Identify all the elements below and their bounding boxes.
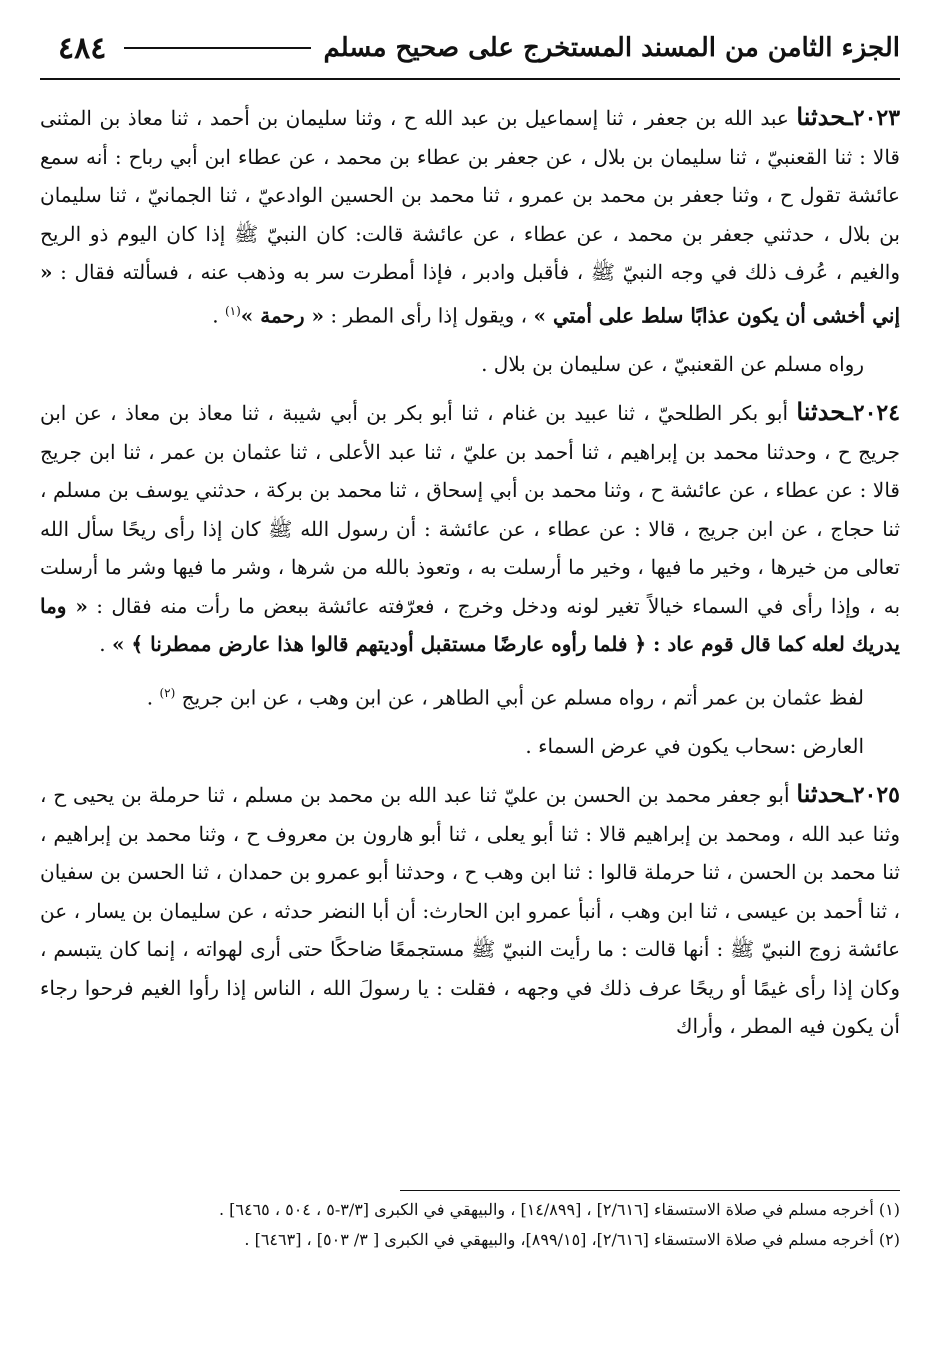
hadith-2023-note: رواه مسلم عن القعنبيّ ، عن سليمان بن بلال . [481,351,864,376]
hadith-text: عبد الله بن جعفر ، ثنا إسماعيل بن عبد الله ح ، وثنا سليمان بن أحمد ، ثنا معاذ بن المثنى قالا : ثنا القعنبيّ ، ثنا سليمان بن بلال ، عن جعفر بن عطاء بن محمد ، عن عطاء ابن أبي رباح : أنه سمع عائشة تقول ح ، وثنا جعفر بن محمد بن عمرو ، ثنا محمد بن الحسين الوادعيّ ، ثنا الجمانيّ ، ثنا سليمان بن بلال ، حدثني جعفر بن محمد ، عن عطاء ، عن عائشة قالت: كان النبيّ ﷺ إذا كان اليوم ذو الريح والغيم ، عُرف ذلك في وجه النبيّ ﷺ ، فأقبل وادبر ، فإذا أمطرت سر به وذهب عنه ، فسألته فقال : [40,106,900,284]
footnote-1: (١) أخرجه مسلم في صلاة الاستسقاء [٢/٦١٦] ، [١٤/٨٩٩] ، والبيهقي في الكبرى [٣/٣-٥ ، ٥٠٤ ، ٦٤٦٥] . [218,1200,900,1219]
hadith-quote: « إني أخشى أن يكون عذابًا سلط على أمتي » [40,260,900,328]
hadith-keyword: ـحدثنا [796,102,853,131]
hadith-2024 [40,393,900,664]
footnote-2: (٢) أخرجه مسلم في صلاة الاستسقاء [٢/٦١٦]، [٨٩٩/١٥]، والبيهقي في الكبرى [ ٣/ ٥٠٣] ، [٦٤٦٣] . [244,1230,900,1249]
header-rule [124,47,311,49]
page-header [40,20,900,76]
running-title: الجزء الثامن من المسند المستخرج على صحيح مسلم [323,33,900,63]
hadith-number: ٢٠٢٣ [852,105,901,131]
hadith-keyword: ـحدثنا [796,779,853,809]
note-text: لفظ عثمان بن عمر أتم ، رواه مسلم عن أبي الطاهر ، عن ابن وهب ، عن ابن جريج [181,685,864,710]
hadith-number: ٢٠٢٤ [852,400,901,427]
hadith-2023 [40,98,900,335]
hadith-text: أبو بكر الطلحيّ ، ثنا عبيد بن غنام ، ثنا أبو بكر بن أبي شيبة ، ثنا معاذ بن معاذ ، عن ابن جريج ح ، وحدثنا محمد بن إبراهيم ، ثنا أحمد بن عليّ ، ثنا عبد الأعلى ، ثنا عثمان بن عمر ، ثنا ابن جريج قالا : عن عطاء ، عن عائشة ح ، وثنا محمد بن أبي إسحاق ، ثنا محمد بن بركة ، حدثني يوسف بن مسلم ، ثنا حجاج ، عن ابن جريج ، قالا : عن عطاء ، عن عائشة : أن رسول الله ﷺ كان إذا رأى ريحًا سأل الله تعالى من خيرها ، وخير ما فيها ، وخير ما أرسلت به ، وتعوذ بالله من شرها ، وشر ما فيها وشر ما أرسلت به ، وإذا رأى في السماء خيالاً تغير لونه ودخل وخرج ، فعرّفته عائشة ببعض ما رأت منه فقال : [40,401,901,618]
hadith-quote: « وما يدريك لعله كما قال قوم عاد : ﴿ فلما رأوه عارضًا مستقبل أوديتهم قالوا هذا عارض ممطرنا ﴾ » [40,593,900,657]
hadith-text: أبو جعفر محمد بن الحسن بن عليّ ثنا عبد الله بن محمد بن مسلم ، ثنا حرملة بن يحيى ح ، وثنا عبد الله ، ومحمد بن إبراهيم قالا : ثنا أبو يعلى ، ثنا أبو هارون بن معروف ح ، وثنا محمد بن إبراهيم ، ثنا محمد بن الحسن ، ثنا حرملة قالوا : ثنا ابن وهب ح ، وحدثنا أبو عمرو بن حمدان ، ثنا الحسن بن سفيان ، ثنا أحمد بن عيسى ، ثنا ابن وهب ، أنبأ عمرو ابن الحارث: أن أبا النضر حدثه ، عن سليمان بن يسار ، عن عائشة زوج النبيّ ﷺ : أنها قالت : ما رأيت النبيّ ﷺ مستجمعًا ضاحكًا حتى أرى لهواته ، إنما كان يتبسم ، وكان إذا رأى غيمًا أو ريحًا عرف ذلك في وجهه ، فقلت : يا رسولَ الله ، الناس إذا رأوا الغيم فرحوا رجاء أن يكون فيه المطر ، وأراك [40,783,901,1039]
hadith-2025 [40,775,900,1046]
header-underline [40,78,900,80]
page [40,20,900,1056]
hadith-quote-2: « رحمة » [240,303,325,328]
page-number: ٤٨٤ [58,30,107,66]
hadith-2024-note [40,674,900,717]
hadith-end: . [99,632,106,657]
footnote-mark: (٢) [159,685,176,700]
gloss-aridh: العارض :سحاب يكون في عرض السماء . [525,733,864,758]
body-text [40,98,900,1046]
note-end: . [146,685,154,710]
footnote-rule [400,1190,900,1191]
hadith-end: . [212,303,219,328]
hadith-keyword: ـحدثنا [796,397,853,427]
hadith-number: ٢٠٢٥ [852,782,900,809]
footnotes [40,1195,900,1255]
footnote-mark: (١) [224,303,241,318]
hadith-text-2: ، ويقول إذا رأى المطر : [330,303,528,328]
